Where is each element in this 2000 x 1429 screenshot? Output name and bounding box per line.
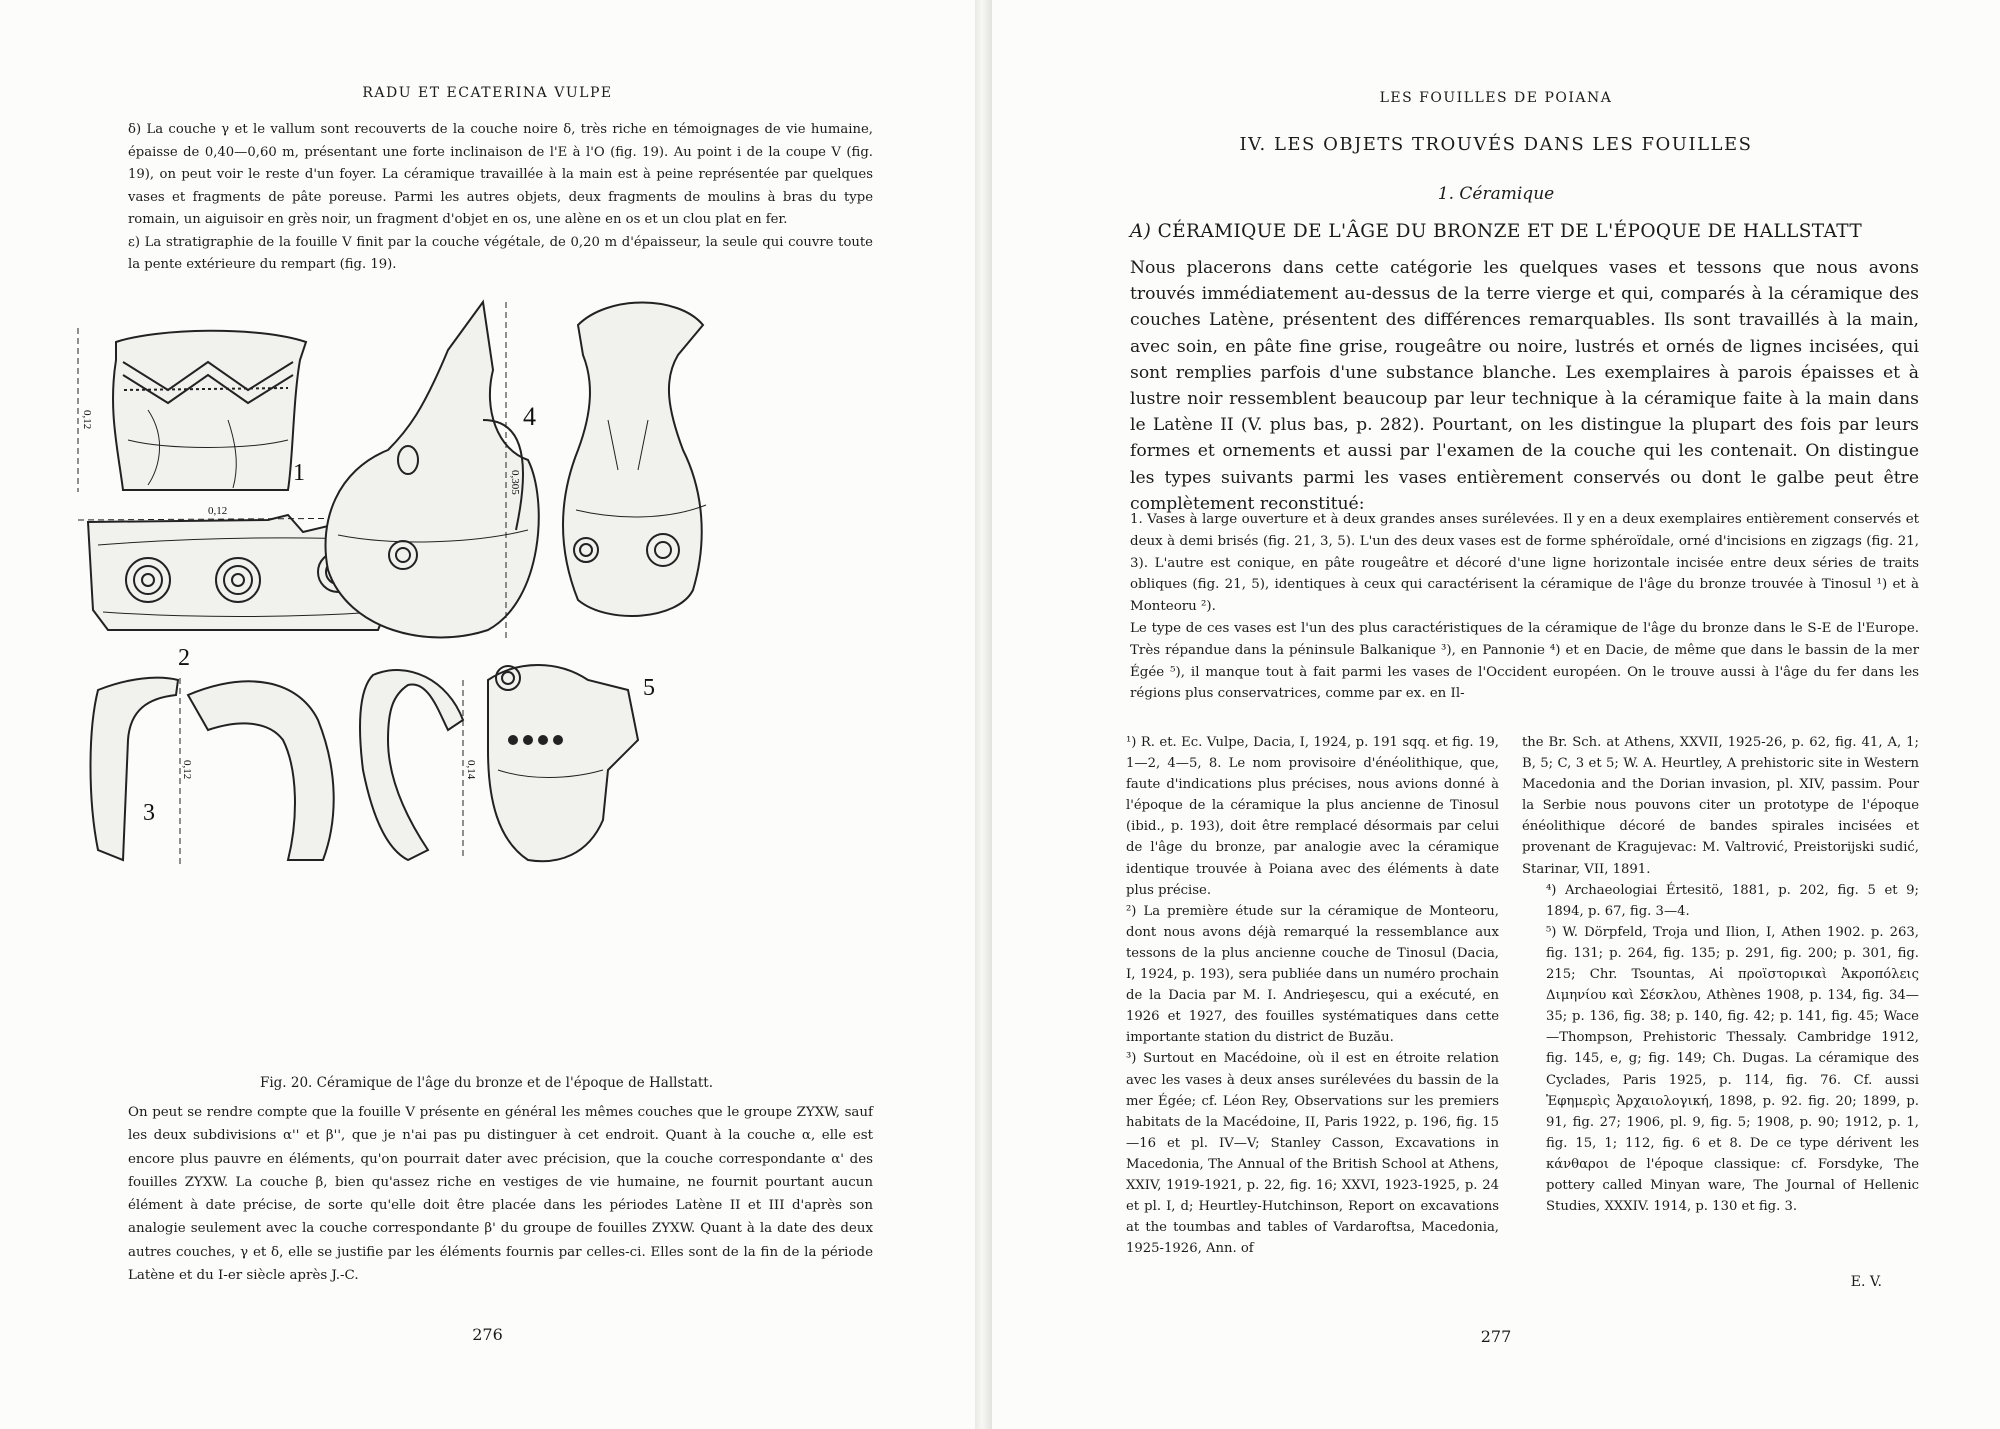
book-gutter	[975, 0, 992, 1429]
footnote-2: ²) La première étude sur la céramique de Monteoru, dont nous avons déjà remarqué la ressemblance aux tessons de la plus ancienne couche de Tinosul (Dacia, I, 1924, p. 193), sera publiée dans un numéro prochain de la Dacia par M. I. Andrieşescu, qui a exécuté, en 1926 et 1927, des fouilles systématiques dans cette importante station du district de Buzău.	[1126, 903, 1499, 1046]
footnote-5: ⁵) W. Dörpfeld, Troja und Ilion, I, Athen 1902. p. 263, fig. 131; p. 264, fig. 135; p. 291, fig. 200; p. 301, fig. 215; Chr. Tsountas, Αἱ προϊστορικαὶ Ἀκροπόλεις Διμηνίου καὶ Σέσκλου, Athènes 1908, p. 134, fig. 34—35; p. 136, fig. 38; p. 140, fig. 42; p. 141, fig. 45; Wace—Thompson, Prehistoric Thessaly. Cambridge 1912, fig. 145, e, g; fig. 149; Ch. Dugas. La céramique des Cyclades, Paris 1925, p. 114, fig. 76. Cf. aussi Ἐφημερὶς Ἀρχαιολογική, 1898, p. 92. fig. 20; 1899, p. 91, fig. 27; 1906, pl. 9, fig. 5; 1908, p. 90; 1912, p. 1, fig. 15, 1; 112, fig. 6 et 8. De ce type dérivent les κάνθαροι de l'époque classique: cf. Forsdyke, The pottery called Minyan ware, The Journal of Hellenic Studies, XXXIV. 1914, p. 130 et fig. 3.	[1546, 924, 1919, 1215]
heading-prefix: A)	[1129, 221, 1152, 242]
footnote-3: ³) Surtout en Macédoine, où il est en étroite relation avec les vases à deux anses surélevées du bassin de la mer Égée; cf. Léon Rey, Observations sur les premiers habitats de la Macédoine, II, Paris 1922, p. 196, fig. 15—16 et pl. IV—V; Stanley Casson, Excavations in Macedonia, The Annual of the British School at Athens, XXIV, 1919-1921, p. 22, fig. 16; XXVI, 1923-1925, p. 24 et pl. I, d; Heurtley-Hutchinson, Report on excavations at the toumbas and tables of Vardaroftsa, Macedonia, 1925-1926, Ann. of	[1126, 1051, 1499, 1257]
pottery-figure	[81, 300, 878, 1072]
vessel-4b-drawing	[563, 303, 706, 617]
page-number-left: 276	[472, 1325, 503, 1344]
figure-number-2: 2	[178, 645, 190, 671]
conclusion-paragraph: On peut se rendre compte que la fouille V présente en général les mêmes couches que le groupe ZYXW, sauf les deux subdivisions α'' et β'', que je n'ai pas pu distinguer à cet endroit. Quant à la couche α, elle est encore plus pauvre en éléments, qu'on pourrait dater avec précision, que la couche correspondante α' des fouilles ZYXW. La couche β, bien qu'assez riche en vestiges de vie humaine, ne fournit pourtant aucun élément à date précise, de sorte qu'elle doit être placée dans les périodes Latène II et III d'après son analogie seulement avec la couche correspondante β' du groupe de fouilles ZYXW. Quant à la date des deux autres couches, γ et δ, elle se justifie par les éléments fournis par celles-ci. Elles sont de la fin de la période Latène et du I-er siècle après J.-C.	[128, 1105, 873, 1284]
chapter-heading	[992, 221, 2000, 242]
item-1-continued: Le type de ces vases est l'un des plus caractéristiques de la céramique de l'âge du bronze dans le S-E de l'Europe. Très répandue dans la péninsule Balkanique ³), en Pannonie ⁴) et en Dacie, de même que dans le bassin de la mer Égée ⁵), il manque tout à fait parmi les vases de l'Occident européen. On le trouve aussi à l'âge du fer dans les régions plus conservatrices, comme par ex. en Il-	[1130, 620, 1919, 702]
vase-types-list	[1102, 509, 1919, 705]
vessel-5-drawing	[360, 665, 638, 861]
vessel-1-drawing	[113, 331, 306, 490]
figure-number-5: 5	[643, 675, 655, 701]
page-number-right: 277	[1480, 1327, 1512, 1346]
heading-text: CÉRAMIQUE DE L'ÂGE DU BRONZE ET DE L'ÉPOQUE DE HALLSTATT	[1157, 221, 1863, 242]
paragraph-delta: δ) La couche γ et le vallum sont recouverts de la couche noire δ, très riche en témoignages de vie humaine, épaisse de 0,40—0,60 m, présentant une forte inclinaison de l'E à l'O (fig. 19). Au point i de la coupe V (fig. 19), on peut voir le reste d'un foyer. La céramique travaillée à la main est à peine représentée par quelques vases et fragments de pâte poreuse. Parmi les autres objets, deux fragments de moulins à bras du type romain, un aiguisoir en grès noir, un fragment d'objet en os, une alène en os et un clou plat en fer.	[128, 122, 873, 227]
scale-label-3: 0,12	[181, 760, 193, 780]
stratigraphy-paragraphs	[100, 119, 873, 277]
figure-caption: Fig. 20. Céramique de l'âge du bronze et de l'époque de Hallstatt.	[259, 1075, 714, 1091]
figure-number-3: 3	[143, 800, 155, 826]
scale-label-2: 0,12	[208, 505, 228, 517]
section-title: IV. LES OBJETS TROUVÉS DANS LES FOUILLES	[1239, 134, 1753, 155]
author-signature: E. V.	[1850, 1274, 1882, 1290]
scale-label-1: 0,12	[81, 410, 93, 430]
scale-label-4: 0,305	[509, 470, 521, 495]
vessel-3-drawing	[91, 678, 334, 865]
footnote-1: ¹) R. et. Ec. Vulpe, Dacia, I, 1924, p. 191 sqq. et fig. 19, 1—2, 4—5, 8. Le nom provisoire d'énéolithique, que, faute d'indications plus précises, nous avions donné à l'époque de la céramique la plus ancienne de Tinosul (ibid., p. 193), doit être remplacé désormais par celui de l'âge du bronze, par analogie avec la céramique identique trouvée à Poiana avec des éléments à date plus précise.	[1126, 735, 1499, 898]
scale-label-5: 0,14	[465, 760, 477, 780]
footnotes-left-column	[1102, 732, 1499, 1259]
running-head-left: RADU ET ECATERINA VULPE	[362, 85, 613, 101]
footnotes-right-column	[1522, 732, 1919, 1217]
figure-number-1: 1	[293, 460, 305, 486]
running-head-right: LES FOUILLES DE POIANA	[1379, 90, 1613, 106]
intro-paragraph: Nous placerons dans cette catégorie les quelques vases et tessons que nous avons trouvés immédiatement au-dessus de la terre vierge et qui, comparés à la céramique des couches Latène, présentent des différences remarquables. Ils sont travaillés à la main, avec soin, en pâte fine grise, rougeâtre ou noire, lustrés et ornés de lignes incisées, qui sont remplies parfois d'une substance blanche. Les exemplaires à parois épaisses et à lustre noir ressemblent beaucoup par leur technique à la céramique faite à la main dans le Latène II (V. plus bas, p. 282). Pourtant, on les distingue la plupart des fois par leurs formes et ornements et aussi par l'examen de la couche qui les contenait. On distingue les types suivants parmi les vases entièrement conservés ou dont le galbe peut être complètement reconstitué:	[1130, 258, 1919, 514]
figure-number-4: 4	[523, 402, 536, 431]
paragraph-epsilon: ε) La stratigraphie de la fouille V finit par la couche végétale, de 0,20 m d'épaisseur, la seule qui couvre toute la pente extérieure du rempart (fig. 19).	[128, 234, 873, 272]
subsection-title: 1. Céramique	[1437, 184, 1555, 204]
footnote-3-continued: the Br. Sch. at Athens, XXVII, 1925-26, p. 62, fig. 41, A, 1; B, 5; C, 3 et 5; W. A. Heurtley, A prehistoric site in Western Macedonia and the Dorian invasion, pl. XIV, passim. Pour la Serbie nous pouvons citer un prototype de l'époque énéolithique décoré de bandes spirales incisées et provenant de Kragujevac: M. Valtrović, Preistorijski sudić, Starinar, VII, 1891.	[1522, 735, 1919, 877]
item-1: 1. Vases à large ouverture et à deux grandes anses surélevées. Il y en a deux exemplaires entièrement conservés et deux à demi brisés (fig. 21, 3, 5). L'un des deux vases est de forme sphéroïdale, orné d'incisions en zigzags (fig. 21, 3). L'autre est conique, en pâte rougeâtre et décoré d'une ligne horizontale incisée entre deux séries de traits obliques (fig. 21, 5), identiques à ceux qui caractérisent la céramique de l'âge du bronze trouvée à Tinosul ¹) et à Monteoru ²).	[1130, 512, 1919, 615]
vessel-4-drawing	[326, 302, 539, 638]
footnote-4: ⁴) Archaeologiai Értesitö, 1881, p. 202, fig. 5 et 9; 1894, p. 67, fig. 3—4.	[1546, 882, 1919, 919]
